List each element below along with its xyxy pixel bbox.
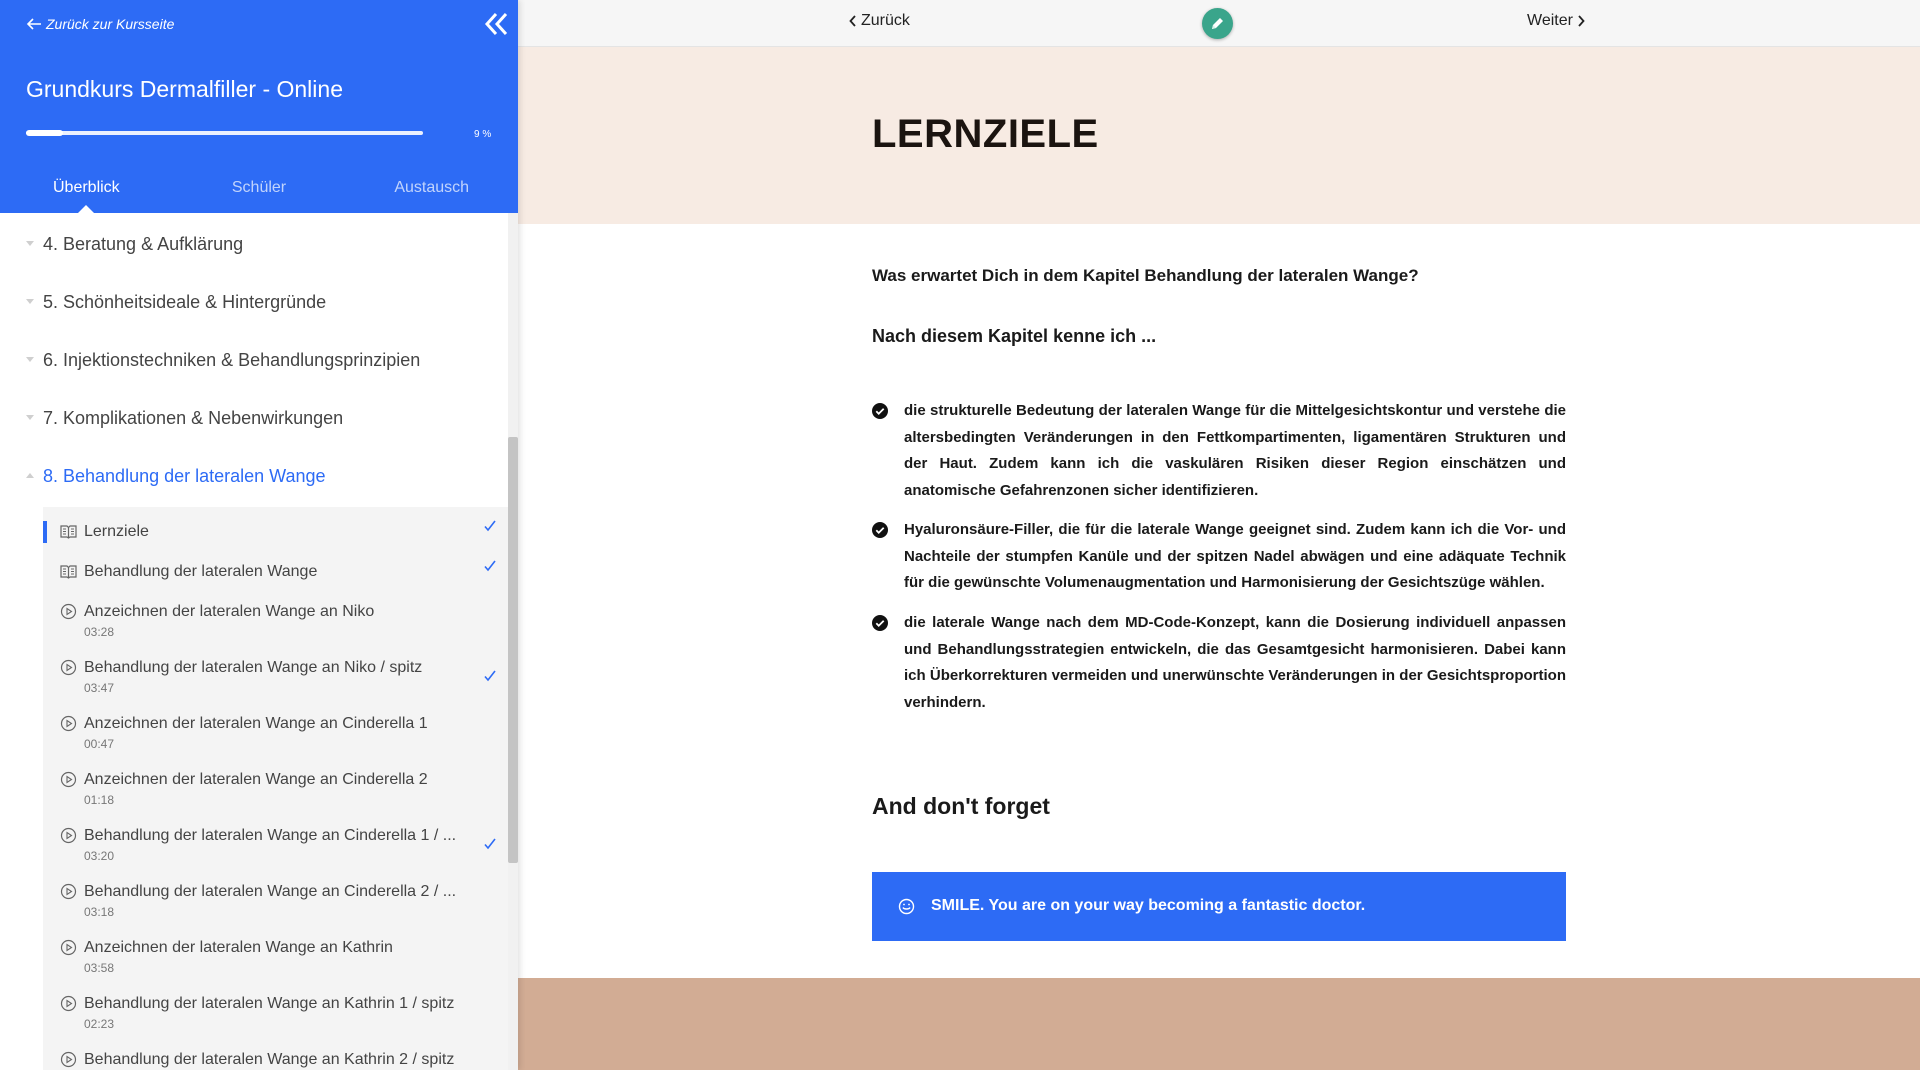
lesson-title: Behandlung der lateralen Wange an Niko / spitz <box>84 659 423 676</box>
lesson-title: Behandlung der lateralen Wange an Cinderella 2 / ... <box>84 883 457 900</box>
lesson-hero <box>518 47 1920 224</box>
double-chevron-left-icon <box>482 10 512 38</box>
lesson-title: Anzeichnen der lateralen Wange an Cinderella 1 <box>84 715 428 732</box>
lesson-title: Behandlung der lateralen Wange <box>84 563 318 580</box>
reminder-box <box>872 872 1566 941</box>
book-icon <box>60 563 77 580</box>
lesson-title: Behandlung der lateralen Wange an Cinderella 1 / ... <box>84 827 457 844</box>
caret-down-icon <box>26 357 34 362</box>
chapter-label: 8. Behandlung der lateralen Wange <box>43 466 326 486</box>
lesson-duration: 03:58 <box>84 961 115 975</box>
objective-text: Hyaluronsäure-Filler, die für die laterale Wange geeignet sind. Zudem kann ich die Vor- und Nachteile der stumpfen Kanüle und der spitzen Nadel abwägen und eine adäquate Technik für die gewünschte Volumenaugmentation und Harmonisierung der Gesichtszüge wählen. <box>904 521 1566 591</box>
play-circle-icon <box>60 659 77 676</box>
sidebar-tabs <box>0 172 518 213</box>
lesson-item[interactable] <box>43 825 508 875</box>
previous-lesson-button[interactable] <box>849 12 910 30</box>
play-circle-icon <box>60 715 77 732</box>
objective-item <box>872 400 1566 510</box>
sidebar-scrollbar[interactable] <box>508 213 518 1070</box>
caret-up-icon <box>26 473 34 478</box>
check-circle-icon <box>872 403 888 419</box>
tab-students[interactable]: Schüler <box>231 179 287 196</box>
lesson-item[interactable] <box>43 657 508 707</box>
lesson-item[interactable] <box>43 601 508 651</box>
reminder-title: And don't forget <box>872 793 1050 819</box>
chapter-label: 6. Injektionstechniken & Behandlungsprinzipien <box>43 350 421 370</box>
progress-percent: 9 % <box>474 129 492 140</box>
lesson-title: Anzeichnen der lateralen Wange an Niko <box>84 603 375 620</box>
completed-check-icon <box>483 837 497 851</box>
lesson-item[interactable] <box>43 561 508 591</box>
lesson-item[interactable] <box>43 769 508 819</box>
edit-button[interactable] <box>1202 8 1233 39</box>
lesson-duration: 03:20 <box>84 849 115 863</box>
chapter-label: 5. Schönheitsideale & Hintergründe <box>43 292 327 312</box>
lesson-item[interactable] <box>43 521 508 551</box>
lesson-title: Anzeichnen der lateralen Wange an Cinderella 2 <box>84 771 428 788</box>
lesson-item[interactable] <box>43 881 508 931</box>
lesson-duration: 03:28 <box>84 625 115 639</box>
lesson-item[interactable] <box>43 937 508 987</box>
objective-item <box>872 612 1566 722</box>
check-circle-icon <box>872 522 888 538</box>
tab-exchange[interactable]: Austausch <box>394 179 470 196</box>
lesson-title: Behandlung der lateralen Wange an Kathrin 2 / spitz <box>84 1051 455 1068</box>
intro-question: Was erwartet Dich in dem Kapitel Behandlung der lateralen Wange? <box>872 266 1419 285</box>
chapter-item[interactable] <box>0 463 508 493</box>
next-lesson-button[interactable] <box>1527 12 1585 30</box>
play-circle-icon <box>60 883 77 900</box>
objective-text: die laterale Wange nach dem MD-Code-Konzept, kann die Dosierung individuell anpassen und Behandlungsstrategien entwickeln, die das Gesamtgesicht harmonisieren. Dabei kann ich Überkorrekturen vermeiden und unerwünschte Veränderungen in der Gesichtsproportion verhindern. <box>904 614 1566 711</box>
tab-overview[interactable]: Überblick <box>0 172 173 213</box>
play-circle-icon <box>60 603 77 620</box>
completed-check-icon <box>483 519 497 533</box>
intro-subtitle: Nach diesem Kapitel kenne ich ... <box>872 326 1157 346</box>
lesson-duration: 03:18 <box>84 905 115 919</box>
chapter-label: 7. Komplikationen & Nebenwirkungen <box>43 408 344 428</box>
progress-track <box>26 131 423 135</box>
sidebar-header <box>0 0 518 213</box>
chapter-item[interactable] <box>0 289 508 319</box>
lesson-title: Behandlung der lateralen Wange an Kathrin 1 / spitz <box>84 995 455 1012</box>
lesson-duration: 03:47 <box>84 681 115 695</box>
chapter-item[interactable] <box>0 347 508 377</box>
collapse-sidebar-button[interactable] <box>482 10 512 38</box>
pencil-icon <box>1210 16 1225 31</box>
lesson-list <box>43 507 508 1070</box>
lesson-title: Lernziele <box>84 523 149 540</box>
play-circle-icon <box>60 771 77 788</box>
smile-icon <box>898 898 915 915</box>
caret-down-icon <box>26 415 34 420</box>
play-circle-icon <box>60 995 77 1012</box>
completed-check-icon <box>483 669 497 683</box>
caret-down-icon <box>26 299 34 304</box>
lesson-duration: 01:18 <box>84 793 115 807</box>
chapter-item[interactable] <box>0 405 508 435</box>
play-circle-icon <box>60 939 77 956</box>
active-lesson-indicator <box>43 521 47 543</box>
chapter-item[interactable] <box>0 231 508 261</box>
play-circle-icon <box>60 827 77 844</box>
lesson-title: LERNZIELE <box>872 112 1099 156</box>
arrow-left-icon <box>26 17 42 31</box>
chevron-right-icon <box>1577 15 1585 27</box>
chevron-left-icon <box>849 15 857 27</box>
lesson-duration: 00:47 <box>84 737 115 751</box>
lesson-item[interactable] <box>43 993 508 1043</box>
sidebar-scroll-thumb[interactable] <box>508 437 518 863</box>
lesson-topbar <box>518 0 1920 47</box>
reminder-text: SMILE. You are on your way becoming a fantastic doctor. <box>931 897 1366 914</box>
book-icon <box>60 523 77 540</box>
progress-fill <box>26 130 63 136</box>
lesson-content <box>518 0 1920 1070</box>
course-sidebar <box>0 0 518 1070</box>
lesson-title: Anzeichnen der lateralen Wange an Kathrin <box>84 939 393 956</box>
lesson-item[interactable] <box>43 713 508 763</box>
back-to-course-link[interactable] <box>26 16 174 32</box>
chapter-label: 4. Beratung & Aufklärung <box>43 234 244 254</box>
footer-band <box>518 978 1920 1070</box>
course-title: Grundkurs Dermalfiller - Online <box>26 76 343 102</box>
lesson-item[interactable] <box>43 1049 508 1070</box>
course-outline <box>0 213 508 1070</box>
check-circle-icon <box>872 615 888 631</box>
back-to-course-label: Zurück zur Kursseite <box>46 16 175 32</box>
next-label: Weiter <box>1527 12 1573 29</box>
objective-item <box>872 519 1566 601</box>
lesson-duration: 02:23 <box>84 1017 115 1031</box>
completed-check-icon <box>483 559 497 573</box>
objective-text: die strukturelle Bedeutung der lateralen Wange für die Mittelgesichtskontur und verstehe die altersbedingten Veränderungen in den Fettkompartimenten, ligamentären Strukturen und der Haut. Zudem kann ich die vaskulären Risiken dieser Region einschätzen und anatomische Gefahrenzonen sicher identifizieren. <box>904 402 1566 499</box>
previous-label: Zurück <box>861 12 910 29</box>
caret-down-icon <box>26 241 34 246</box>
play-circle-icon <box>60 1051 77 1068</box>
